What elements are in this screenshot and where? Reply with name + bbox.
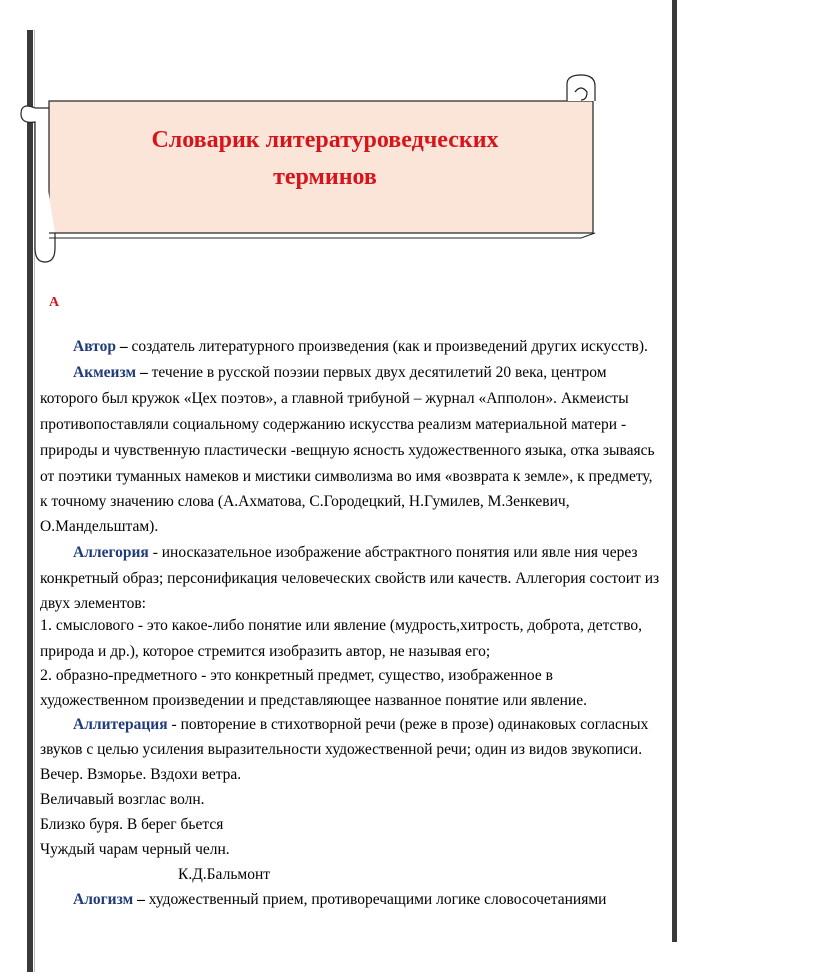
list-item-text: художественном произведении и представляющее названное понятие или явление. — [40, 692, 587, 709]
list-item-text: образно-предметного - это конкретный предмет, существо, изображенное в — [55, 667, 553, 684]
list-item-number: 2. — [40, 667, 52, 684]
section-letter: А — [49, 295, 60, 310]
poem-line: Вечер. Взморье. Вздохи ветра. — [40, 766, 242, 783]
definition-avtor: создатель литературного произведения (как и произведений других искусств). — [131, 338, 648, 355]
entry-alliteraciya — [73, 716, 648, 734]
banner-title-line2: терминов — [273, 164, 377, 190]
term-avtor: Автор — [73, 338, 116, 355]
poem-line: Величавый возглас волн. — [40, 791, 205, 808]
list-item-text: смыслового - это какое-либо понятие или явление (мудрость,хитрость, доброта, детство, — [55, 617, 643, 634]
definition-line: иносказательное изображение абстрактного понятия или явле ния через — [161, 544, 638, 561]
term-separator: - — [148, 544, 162, 561]
entry-alogizm — [73, 891, 606, 909]
definition-line: повторение в стихотворной речи (реже в прозе) одинаковых согласных — [180, 716, 649, 733]
definition-line: течение в русской поэзии первых двух десятилетий 20 века, центром — [151, 364, 607, 381]
definition-line: от поэтики туманных намеков и мистики символизма во имя «возврата к земле», к предмету, — [40, 468, 653, 485]
term-alogizm: Алогизм — [73, 891, 134, 908]
term-akmeizm: Акмеизм — [73, 364, 137, 381]
poem-line: Чуждый чарам черный челн. — [40, 841, 230, 858]
entry-allegoriya — [73, 544, 638, 562]
term-separator: – — [136, 364, 152, 381]
term-separator: - — [167, 716, 181, 733]
definition-line: двух элементов: — [40, 595, 146, 612]
entry-avtor — [73, 338, 648, 356]
poem-line: Близко буря. В берег бьется — [40, 816, 224, 833]
term-allegoriya: Аллегория — [73, 544, 149, 561]
term-separator: – — [133, 891, 149, 908]
poem-author: К.Д.Бальмонт — [178, 866, 271, 883]
definition-line: которого был кружок «Цех поэтов», а главной трибуной – журнал «Апполон». Акмеисты — [40, 390, 629, 407]
definition-line: противопоставляли социальному содержанию искусства реализм материальной матери - — [40, 416, 627, 433]
banner-title-line1: Словарик литературоведческих — [151, 127, 499, 153]
definition-line: природы и чувственную пластически -вещную ясность художественного языка, отка зываясь — [40, 442, 655, 459]
page-edge-right — [672, 0, 677, 942]
definition-alogizm: художественный прием, противоречащими логике словосочетаниями — [148, 891, 607, 908]
list-item — [40, 617, 642, 635]
list-item — [40, 667, 553, 685]
banner-title — [60, 122, 590, 196]
definition-line: конкретный образ; персонификация человеческих свойств или качеств. Аллегория состоит из — [40, 570, 660, 587]
list-item-text: природа и др.), которое стремится изобразить автор, не называя его; — [40, 643, 491, 660]
term-alliteraciya: Аллитерация — [73, 716, 168, 733]
entry-akmeizm — [73, 364, 607, 382]
definition-line: О.Мандельштам). — [40, 518, 159, 535]
term-separator: – — [115, 338, 132, 355]
definition-line: звуков с целью усиления выразительности художественной речи; один из видов звукописи. — [40, 741, 643, 758]
list-item-number: 1. — [40, 617, 52, 634]
definition-line: к точному значению слова (А.Ахматова, С.Городецкий, Н.Гумилев, М.Зенкевич, — [40, 493, 570, 510]
